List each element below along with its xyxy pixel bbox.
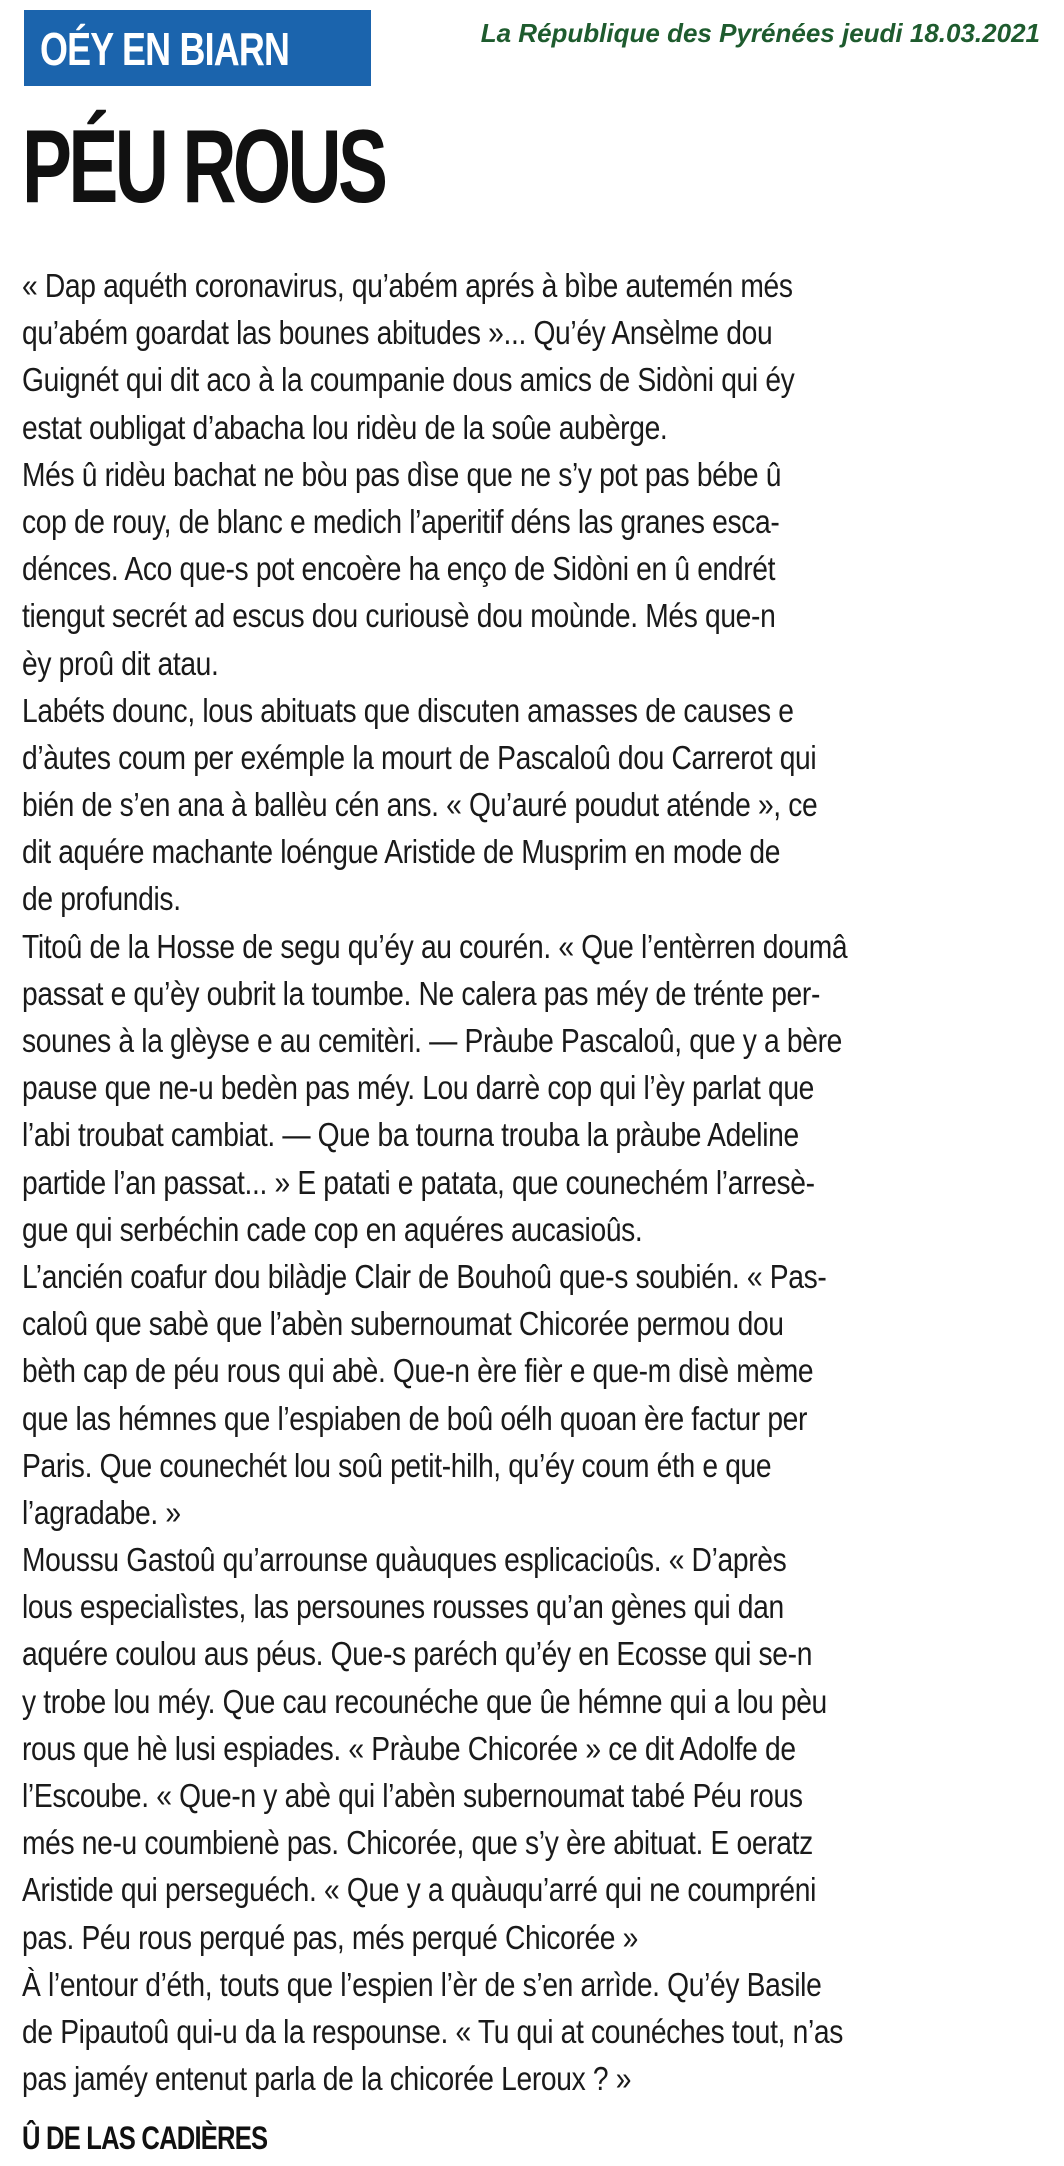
article-paragraph	[22, 923, 1046, 1253]
paragraph-line: À l’entour d’éth, touts que l’espien l’èr de s’en arrìde. Qu’éy Basile	[22, 1965, 822, 2003]
paragraph-line: Més û ridèu bachat ne bòu pas dìse que ne s’y pot pas bébe û	[22, 455, 782, 493]
article-paragraph	[22, 262, 1046, 451]
paragraph-line: que las hémnes que l’espiaben de boû oélh quoan ère factur per	[22, 1399, 808, 1437]
header	[24, 10, 1040, 86]
paragraph-line: estat oubligat d’abacha lou ridèu de la soûe aubèrge.	[22, 408, 668, 446]
paragraph-line: bèth cap de péu rous qui abè. Que-n ère fièr e que-m disè mème	[22, 1352, 814, 1390]
article-paragraph	[22, 1961, 1046, 2103]
paragraph-line: Guignét qui dit aco à la coumpanie dous amics de Sidòni qui éy	[22, 361, 795, 399]
paragraph-line: d’àutes coum per exémple la mourt de Pascaloû dou Carrerot qui	[22, 738, 817, 776]
author-signature: Û DE LAS CADIÈRES	[22, 2120, 268, 2156]
paragraph-line: dit aquére machante loéngue Aristide de Musprim en mode de	[22, 833, 781, 871]
publication-source: La République des Pyrénées jeudi 18.03.2021	[480, 18, 1040, 48]
paragraph-line: aquére coulou aus péus. Que-s paréch qu’éy en Ecosse qui se-n	[22, 1635, 813, 1673]
paragraph-line: pas. Péu rous perqué pas, més perqué Chicorée »	[22, 1918, 639, 1956]
paragraph-line: « Dap aquéth coronavirus, qu’abém aprés à bìbe autemén més	[22, 267, 793, 304]
article-paragraph	[22, 1536, 1046, 1961]
paragraph-line: l’abi troubat cambiat. — Que ba tourna trouba la pràube Adeline	[22, 1116, 799, 1154]
paragraph-line: l’Escoube. « Que-n y abè qui l’abèn subernoumat tabé Péu rous	[22, 1777, 803, 1814]
article-paragraph	[22, 451, 1046, 687]
paragraph-line: qu’abém goardat las bounes abitudes »... Qu’éy Ansèlme dou	[22, 314, 773, 352]
paragraph-line: Labéts dounc, lous abituats que discuten amasses de causes e	[22, 691, 794, 729]
paragraph-line: passat e qu’èy oubrit la toumbe. Ne calera pas méy de trénte per-	[22, 974, 821, 1012]
paragraph-line: més ne-u coumbienè pas. Chicorée, que s’y ère abituat. E oeratz	[22, 1824, 813, 1862]
paragraph-line: pas jaméy entenut parla de la chicorée Leroux ? »	[22, 2060, 632, 2098]
article-paragraph	[22, 1253, 1046, 1536]
paragraph-line: gue qui serbéchin cade cop en aquéres aucasioûs.	[22, 1210, 643, 1248]
paragraph-line: partide l’an passat... » E patati e patata, que counechém l’arresè-	[22, 1163, 815, 1201]
paragraph-line: bién de s’en ana à ballèu cén ans. « Qu’auré poudut aténde », ce	[22, 786, 818, 824]
paragraph-line: Titoû de la Hosse de segu qu’éy au courén. « Que l’entèrren doumâ	[22, 927, 848, 965]
paragraph-line: Moussu Gastoû qu’arrounse quàuques esplicacioûs. « D’après	[22, 1541, 787, 1579]
paragraph-line: sounes à la glèyse e au cemitèri. — Pràube Pascaloû, que y a bère	[22, 1022, 843, 1059]
paragraph-line: y trobe lou méy. Que cau recounéche que ûe hémne qui a lou pèu	[22, 1682, 827, 1720]
paragraph-line: Aristide qui perseguéch. « Que y a quàuqu’arré qui ne coumpréni	[22, 1871, 817, 1909]
paragraph-line: èy proû dit atau.	[22, 644, 219, 682]
paragraph-line: L’ancién coafur dou bilàdje Clair de Bouhoû que-s soubién. « Pas-	[22, 1257, 827, 1295]
paragraph-line: l’agradabe. »	[22, 1493, 181, 1531]
paragraph-line: pause que ne-u bedèn pas méy. Lou darrè cop qui l’èy parlat que	[22, 1069, 815, 1107]
paragraph-line: dénces. Aco que-s pot encoère ha enço de Sidòni en û endrét	[22, 550, 776, 588]
paragraph-line: lous especialìstes, las persounes rousses qu’an gènes qui dan	[22, 1588, 784, 1626]
paragraph-line: tiengut secrét ad escus dou curiousè dou moùnde. Més que-n	[22, 597, 776, 635]
article-body	[22, 262, 1046, 2102]
paragraph-line: cop de rouy, de blanc e medich l’aperitif déns las granes esca-	[22, 502, 780, 540]
article-paragraph	[22, 687, 1046, 923]
paragraph-line: caloû que sabè que l’abèn subernoumat Chicorée permou dou	[22, 1305, 784, 1343]
paragraph-line: Paris. Que counechét lou soû petit-hilh, qu’éy coum éth e que	[22, 1446, 772, 1484]
paragraph-line: rous que hè lusi espiades. « Pràube Chicorée » ce dit Adolfe de	[22, 1729, 796, 1767]
rubric-label: OÉY EN BIARN	[40, 23, 290, 75]
article-title: PÉU ROUS	[22, 109, 385, 225]
paragraph-line: de profundis.	[22, 880, 181, 918]
paragraph-line: de Pipautoû qui-u da la respounse. « Tu qui at counéches tout, n’as	[22, 2012, 844, 2050]
